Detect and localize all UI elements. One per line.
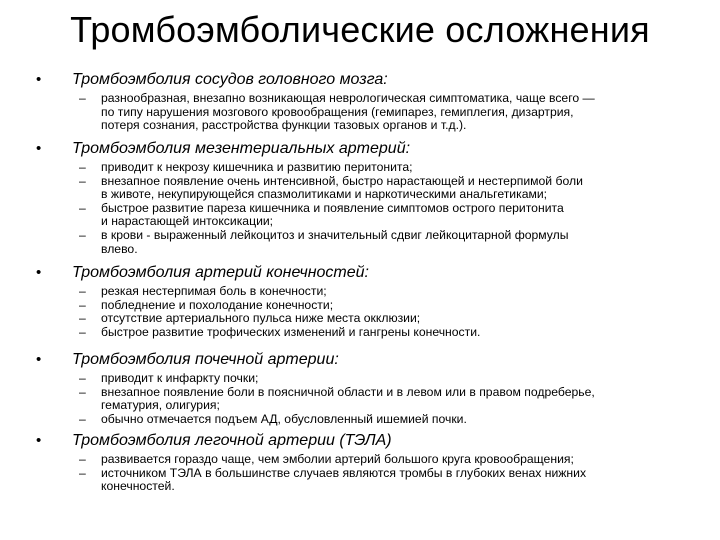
list-item (0, 285, 720, 299)
dash-marker: – (79, 384, 86, 399)
dash-marker: – (79, 200, 86, 215)
list-item (0, 372, 720, 386)
item-text: приводит к некрозу кишечника и развитию перитонита; (101, 160, 413, 174)
dash-marker: – (79, 297, 86, 312)
section-heading: Тромбоэмболия почечной артерии: (72, 351, 339, 368)
bullet-dot: • (36, 71, 42, 88)
item-text: источником ТЭЛА в большинстве случаев являются тромбы в глубоких венах нижних конечностей. (101, 465, 587, 494)
item-text: отсутствие артериального пульса ниже места окклюзии; (101, 311, 421, 326)
list-item (0, 413, 720, 427)
item-text: резкая нестерпимая боль в конечности; (101, 284, 327, 298)
item-text: обычно отмечается подъем АД, обусловленный ишемией почки. (101, 411, 467, 426)
bullet-dot: • (36, 432, 42, 449)
list-item (0, 175, 720, 202)
dash-marker: – (79, 173, 86, 188)
dash-marker: – (79, 160, 86, 174)
item-text: разнообразная, внезапно возникающая неврологическая симптоматика, чаще всего — по типу нарушения мозгового кровообращения (гемипарез, гемиплегия, дизартрия, потеря сознания, расстройства функции тазовых органов и т.д.). (101, 91, 595, 133)
dash-marker: – (79, 324, 86, 339)
dash-marker: – (79, 411, 86, 426)
item-text: внезапное появление очень интенсивной, быстро нарастающей и нестерпимой боли в животе, некупирующейся спазмолитиками и наркотическими анальгетиками; (101, 173, 583, 202)
dash-marker: – (79, 311, 86, 326)
item-text: в крови - выраженный лейкоцитоз и значительный сдвиг лейкоцитарной формулы влево. (101, 227, 569, 256)
dash-marker: – (79, 371, 86, 385)
list-item (0, 229, 720, 256)
item-list (0, 161, 720, 256)
list-item (0, 312, 720, 326)
section-heading: Тромбоэмболия сосудов головного мозга: (72, 71, 388, 88)
list-item (0, 299, 720, 313)
list-item (0, 92, 720, 133)
section-heading: Тромбоэмболия артерий конечностей: (72, 264, 369, 281)
slide-title: Тромбоэмболические осложнения (70, 9, 650, 50)
item-list (0, 453, 720, 494)
bullet-dot: • (36, 351, 42, 368)
item-text: побледнение и похолодание конечности; (101, 297, 334, 312)
item-list (0, 285, 720, 339)
item-text: быстрое развитие трофических изменений и гангрены конечности. (101, 324, 481, 339)
dash-marker: – (79, 91, 86, 105)
list-item (0, 386, 720, 413)
dash-marker: – (79, 284, 86, 298)
dash-marker: – (79, 452, 86, 466)
item-text: приводит к инфаркту почки; (101, 371, 259, 385)
list-item (0, 467, 720, 494)
list-item (0, 326, 720, 340)
section-heading: Тромбоэмболия мезентериальных артерий: (72, 140, 411, 157)
list-item (0, 202, 720, 229)
list-item (0, 453, 720, 467)
bullet-dot: • (36, 264, 42, 281)
item-list (0, 92, 720, 133)
section-heading: Тромбоэмболия легочной артерии (ТЭЛА) (72, 432, 392, 449)
item-text: развивается гораздо чаще, чем эмболии артерий большого круга кровообращения; (101, 452, 574, 466)
dash-marker: – (79, 227, 86, 242)
dash-marker: – (79, 465, 86, 480)
item-text: внезапное появление боли в поясничной области и в левом или в правом подреберье, гематурия, олигурия; (101, 384, 595, 413)
list-item (0, 161, 720, 175)
item-text: быстрое развитие пареза кишечника и появление симптомов острого перитонита и нарастающей интоксикации; (101, 200, 564, 229)
bullet-dot: • (36, 140, 42, 157)
item-list (0, 372, 720, 426)
